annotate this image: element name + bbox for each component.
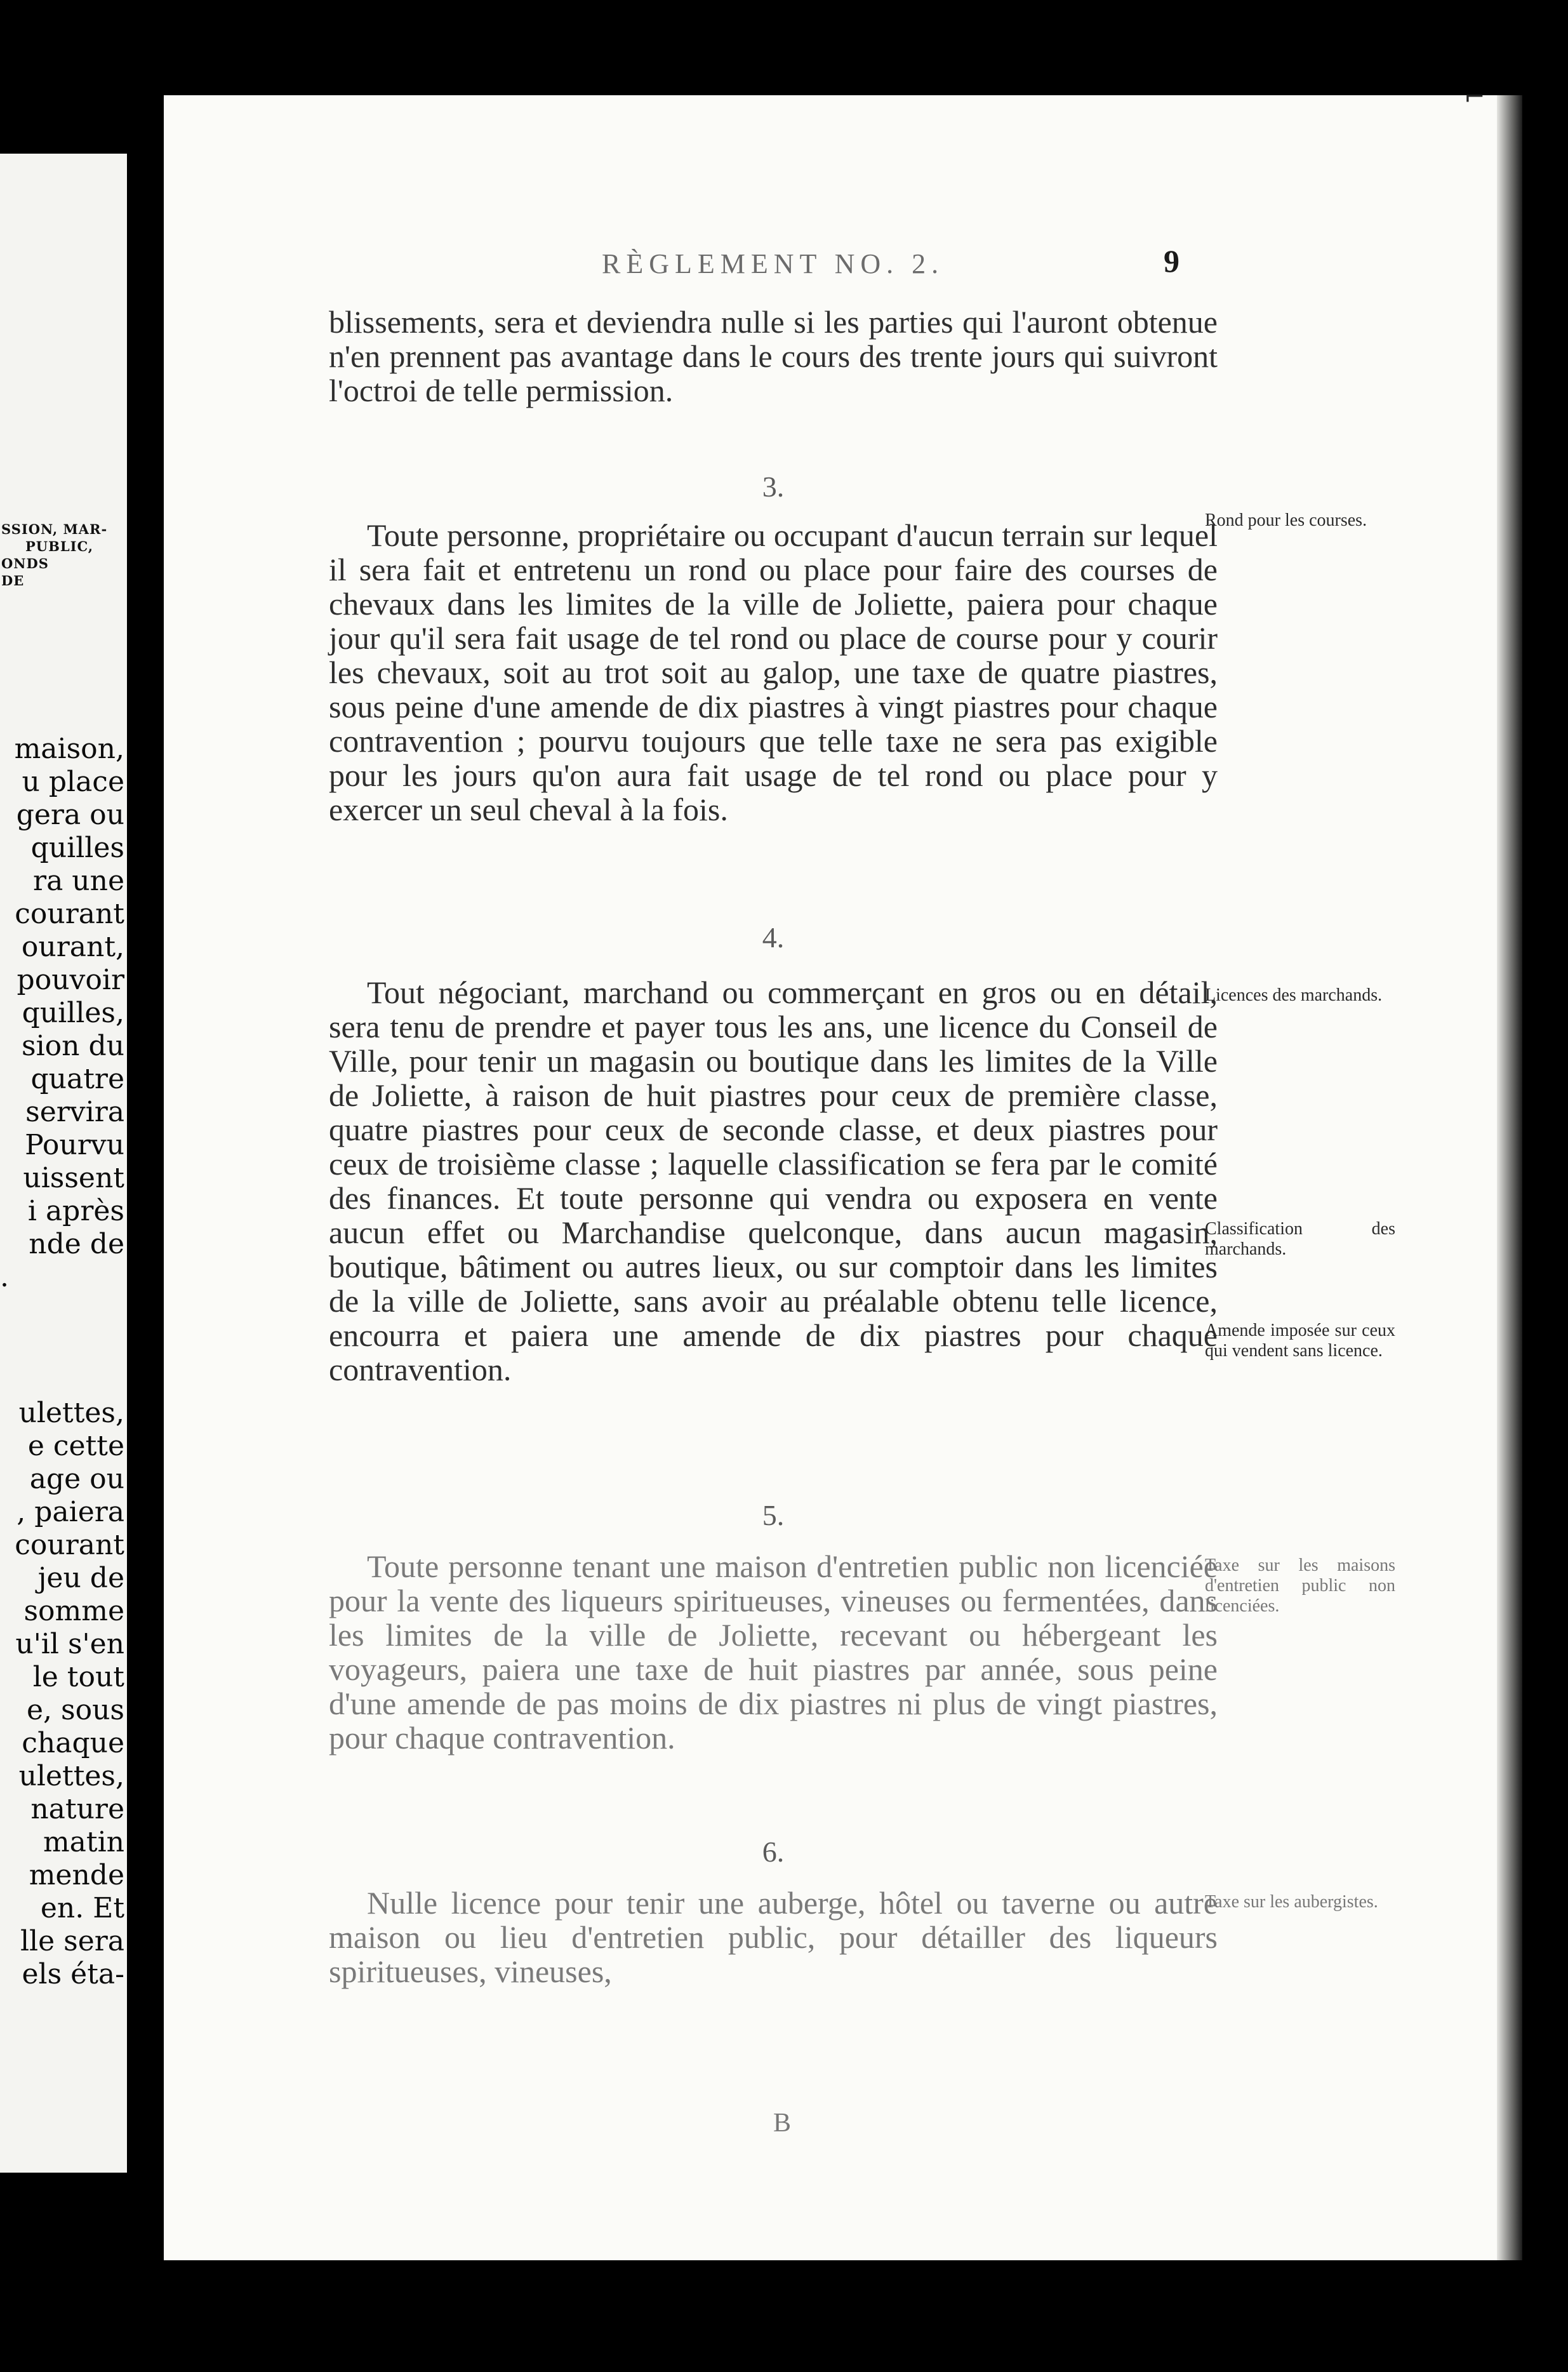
section-5-text: Toute personne tenant une maison d'entretien public non licenciée pour la vente des liqueurs spiritueuses, vineuses ou fermentées, dans les limites de la ville de Joliette, recevant ou hébergeant les voyageurs, paiera une taxe de huit piastres par année, sous peine d'une amende de pas moins de dix piastres ni plus de vingt piastres, pour chaque contravention.: [329, 1549, 1218, 1756]
section-3-text: Toute personne, propriétaire ou occupant d'aucun terrain sur lequel il sera fait et entretenu un rond ou place pour faire des courses de chevaux dans les limites de la ville de Joliette, paiera pour chaque jour qu'il sera fait usage de tel rond ou place de course pour y courir les chevaux, soit au trot soit au galop, une taxe de quatre piastres, sous peine d'une amende de dix piastres à vingt piastres pour chaque contravention ; pourvu toujours que telle taxe ne sera pas exigible pour les jours qu'on aura fait usage de tel rond ou place pour y exercer un seul cheval à la fois.: [329, 517, 1218, 827]
left-text-line: i après: [27, 1195, 124, 1227]
sidenote-race-course: Rond pour les courses.: [1205, 510, 1367, 530]
signature-mark: B: [773, 2109, 792, 2138]
left-text-line: en. Et: [40, 1892, 124, 1924]
left-heading-line: SSION, MAR-: [1, 521, 108, 537]
continuation-text: blissements, sera et deviendra nulle si les parties qui l'auront obtenue n'en prennent pas avantage dans le cours des trente jours qui suivront l'octroi de telle permission.: [329, 304, 1218, 408]
left-text-line: u'il s'en: [15, 1628, 124, 1660]
left-text-line: age ou: [29, 1463, 124, 1495]
left-text-line: e cette: [27, 1430, 124, 1462]
section-number-4: 4.: [762, 921, 785, 954]
left-text-line: pouvoir: [17, 964, 124, 996]
left-text-line: uissent: [23, 1162, 124, 1194]
left-text-line: le tout: [32, 1661, 124, 1693]
section-number-5: 5.: [762, 1499, 785, 1531]
left-text-line: u place: [22, 766, 124, 798]
sidenote-unlicensed-houses-tax: Taxe sur les maisons d'entretien public non licenciées.: [1205, 1556, 1395, 1616]
left-text-line: servira: [25, 1096, 124, 1128]
left-text-line: ulettes,: [18, 1760, 124, 1792]
left-text-line: chaque: [22, 1727, 124, 1759]
left-text-line: matin: [43, 1826, 124, 1858]
section-4-text: Tout négociant, marchand ou commerçant en gros ou en détail, sera tenu de prendre et payer tous les ans, une licence du Conseil de Ville, pour tenir un magasin ou boutique dans les limites de la Ville de Joliette, à raison de huit piastres pour ceux de première classe, quatre piastres pour ceux de seconde classe, et deux piastres pour ceux de troisième classe ; laquelle classification se fera par le comité des finances. Et toute personne qui vendra ou exposera en vente aucun effet ou Marchandise quelconque, dans aucun magasin, boutique, bâtiment ou autres lieux, ou sur comptoir dans les limites de la ville de Joliette, sans avoir au préalable obtenu telle licence, encourra et paiera une amende de dix piastres pour chaque contravention.: [329, 975, 1218, 1387]
left-text-line: courant: [15, 1529, 124, 1561]
left-text-line: somme: [23, 1595, 124, 1627]
left-text-line: .: [0, 1261, 9, 1293]
page-number: 9: [1164, 243, 1179, 279]
left-text-line: ulettes,: [18, 1397, 124, 1429]
left-text-line: jeu de: [37, 1562, 124, 1594]
left-text-line: els éta-: [22, 1958, 124, 1990]
main-page: [164, 95, 1510, 2260]
left-text-line: quatre: [30, 1063, 124, 1095]
left-page-heading: [1, 521, 126, 589]
page-edge-shadow: [1497, 95, 1522, 2260]
left-heading-line: ONDS: [1, 556, 49, 571]
left-text-line: quilles: [30, 832, 124, 864]
left-text-line: mende: [29, 1859, 124, 1891]
section-number-3: 3.: [762, 470, 785, 503]
left-text-line: ra une: [33, 865, 124, 897]
continuation-paragraph: [329, 305, 1218, 408]
sidenote-innkeepers-tax: Taxe sur les aubergistes.: [1205, 1892, 1378, 1912]
left-heading-line: DE: [1, 573, 25, 589]
left-text-line: lle sera: [20, 1925, 124, 1957]
left-text-block-2: [0, 1397, 124, 1991]
left-text-line: maison,: [14, 733, 124, 765]
left-text-line: gera ou: [16, 799, 124, 831]
left-text-line: nature: [30, 1793, 124, 1825]
sidenote-merchant-licences: Licences des marchands.: [1205, 985, 1383, 1005]
left-text-line: quilles,: [22, 997, 124, 1029]
running-head: RÈGLEMENT NO. 2.: [602, 248, 945, 279]
left-text-line: ourant,: [21, 931, 124, 963]
left-text-line: e, sous: [27, 1694, 124, 1726]
left-heading-line: PUBLIC,: [25, 538, 94, 554]
sidenote-merchant-classification: Classification des marchands.: [1205, 1219, 1395, 1259]
left-page-fragment: [0, 154, 127, 2173]
left-text-block-1: [0, 733, 124, 1294]
left-text-line: , paiera: [17, 1496, 124, 1528]
sidenote-unlicensed-fine: Amende imposée sur ceux qui vendent sans licence.: [1205, 1321, 1395, 1361]
left-text-line: sion du: [22, 1030, 124, 1062]
corner-tab-icon: ⌐: [1464, 83, 1485, 112]
left-text-line: courant: [15, 898, 124, 930]
left-text-line: Pourvu: [25, 1129, 124, 1161]
section-6-text: Nulle licence pour tenir une auberge, hôtel ou taverne ou autre maison ou lieu d'entretien public, pour détailler des liqueurs spiritueuses, vineuses,: [329, 1885, 1218, 1989]
left-text-line: nde de: [29, 1228, 124, 1260]
section-number-6: 6.: [762, 1836, 785, 1868]
